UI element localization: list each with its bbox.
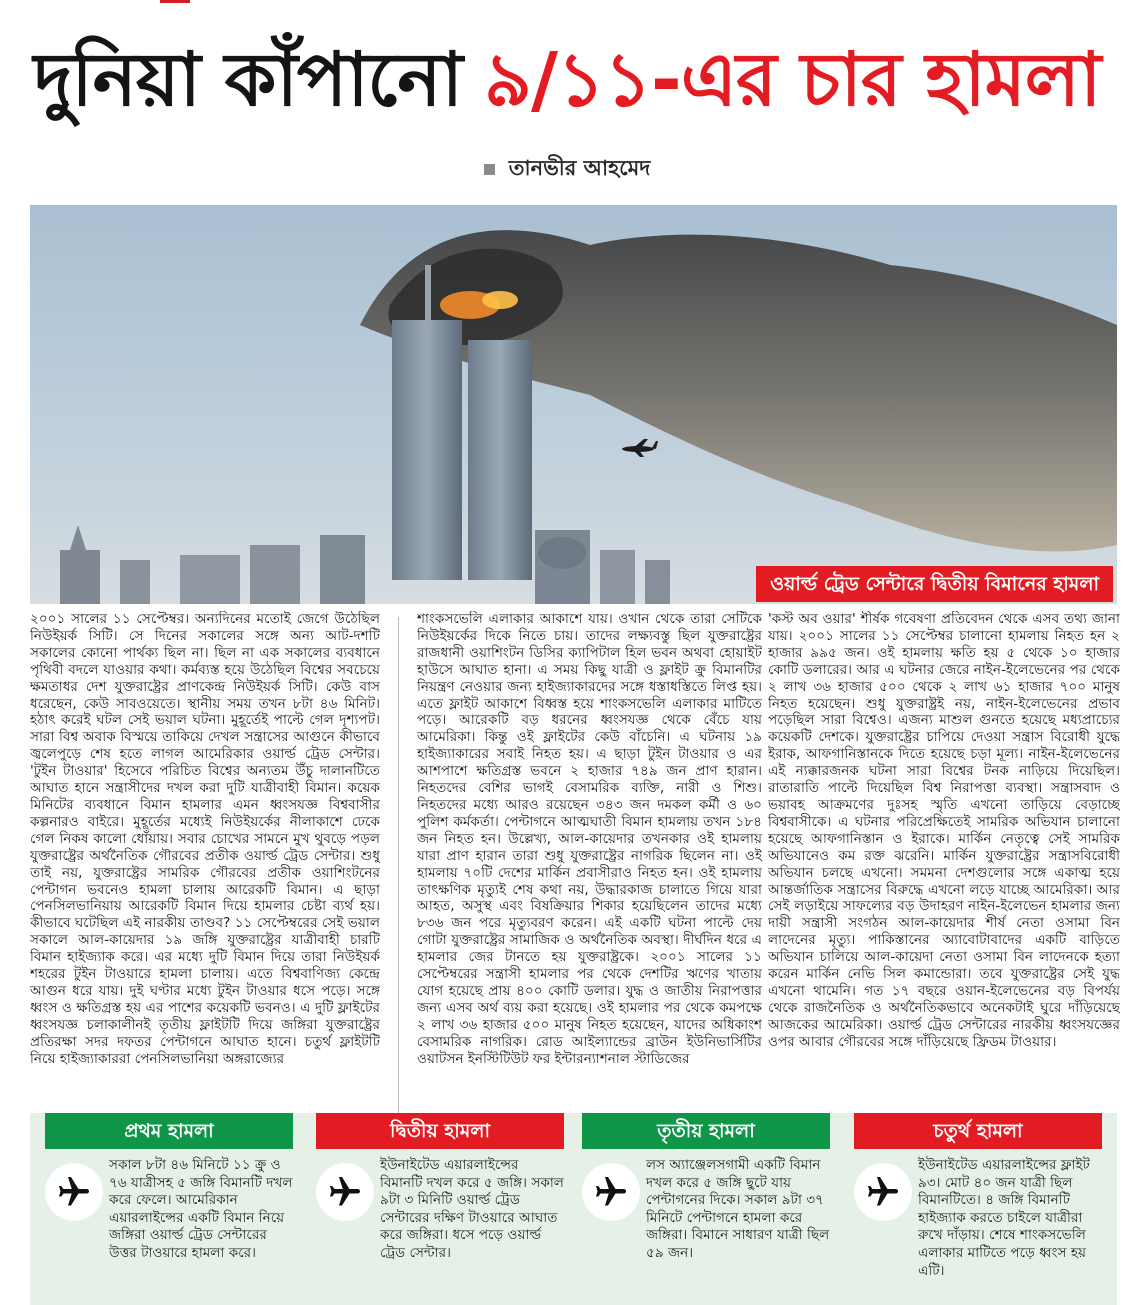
airplane-icon — [45, 1163, 103, 1221]
lead-photo — [30, 205, 1117, 604]
byline-author: তানভীর আহমেদ — [508, 156, 651, 180]
headline — [0, 20, 1134, 140]
headline-part-1: দুনিয়া কাঁপানো — [33, 37, 462, 123]
photo-caption: ওয়ার্ল্ড ট্রেড সেন্টারে দ্বিতীয় বিমানের হামলা — [756, 566, 1113, 602]
fact-box-title: তৃতীয় হামলা — [582, 1113, 830, 1149]
fact-box-text: ইউনাইটেড এয়ারলাইন্সের ফ্লাইট ৯৩। মোট ৪০ জন যাত্রী ছিল বিমানটিতে। ৪ জঙ্গি বিমানটি হাইজ্যাক করতে চাইলে যাত্রীরা রুখে দাঁড়ায়। শেষে শাংকসভেলি এলাকার মাটিতে পড়ে ধ্বংস হয় এটি। — [918, 1157, 1090, 1279]
airplane-icon — [582, 1163, 640, 1221]
wtc-photo-illustration — [30, 205, 1117, 604]
article-column-1 — [30, 611, 380, 1123]
fact-box-third-attack — [582, 1113, 830, 1305]
airplane-icon — [316, 1163, 374, 1221]
article-body — [30, 611, 1120, 1123]
fact-box-text: সকাল ৮টা ৪৬ মিনিটে ১১ ক্রু ও ৭৬ যাত্রীসহ ৫ জঙ্গি বিমানটি দখল করে ফেলে। আমেরিকান এয়ারলাইন্সের একটি বিমান নিয়ে জঙ্গিরা ওয়ার্ল্ড ট্রেড সেন্টারের উত্তর টাওয়ারে হামলা করে। — [109, 1157, 293, 1261]
byline — [0, 153, 1134, 183]
fact-box-fourth-attack — [854, 1113, 1102, 1305]
article-column-2 — [417, 611, 762, 1123]
article-column-2-text: শাংকসভেলি এলাকার আকাশে যায়। ওখান থেকে তারা সেটিকে নিউইয়র্কের দিকে নিতে চায়। তাদের লক্ষ্যবস্তু ছিল যুক্তরাষ্ট্রের রাজধানী ওয়াশিংটন ডিসির ক্যাপিটাল হিল ভবন অথবা হোয়াইট হাউসে আঘাত হানা। এ সময় কিছু যাত্রী ও ফ্লাইট ক্রু বিমানটির নিয়ন্ত্রণ নেওয়ার জন্য হাইজ্যাকারদের সঙ্গে ধস্তাধস্তিতে লিপ্ত হয়। এতে ফ্লাইট আকাশে বিধ্বস্ত হয়ে শাংকসভেলি এলাকার মাটিতে পড়ে। আরেকটি বড় ধরনের ধ্বংসযজ্ঞ থেকে বেঁচে যায় আমেরিকা। কিন্তু ওই ফ্লাইটের কেউ বাঁচেনি। এ ঘটনায় ১৯ হাইজ্যাকারের সবাই নিহত হয়। এ ছাড়া টুইন টাওয়ার ও এর আশপাশে ক্ষতিগ্রস্ত ভবনে ২ হাজার ৭৪৯ জন প্রাণ হারান। নিহতদের বেশির ভাগই বেসামরিক ব্যক্তি, নারী ও শিশু। নিহতদের মধ্যে আরও রয়েছেন ৩৪৩ জন দমকল কর্মী ও ৬০ পুলিশ কর্মকর্তা। পেন্টাগনে আত্মঘাতী বিমান হামলায় তখন ১৮৪ জন নিহত হন। উল্লেখ্য, আল-কায়েদার তখনকার ওই হামলায় যারা প্রাণ হারান তারা শুধু যুক্তরাষ্ট্রের নাগরিক ছিলেন না। ওই হামলায় ৭০টি দেশের মার্কিন প্রবাসীরাও নিহত হন। ওই হামলায় তাৎক্ষণিক মৃত্যুই শেষ কথা নয়, উদ্ধারকাজ চালাতে গিয়ে যারা আহত, অসুস্থ এবং বিষক্রিয়ার শিকার হয়েছিলেন তাদের মধ্যে ৮৩৬ জন পরে মৃত্যুবরণ করেন। এই একটি ঘটনা পাল্টে দেয় গোটা যুক্তরাষ্ট্রের সামাজিক ও অর্থনৈতিক অবস্থা। দীর্ঘদিন ধরে এ হামলার জের টানতে হয় যুক্তরাষ্ট্রকে। ২০০১ সালের ১১ সেপ্টেম্বরের সন্ত্রাসী হামলার পর থেকে দেশটির ঋণের খাতায় যোগ হয়েছে প্রায় ৪০০ কোটি ডলার। যুদ্ধ ও জাতীয় নিরাপত্তার জন্য এসব অর্থ ব্যয় করা হয়েছে। ওই হামলার পর থেকে কমপক্ষে ২ লাখ ৩৬ হাজার ৫০০ মানুষ নিহত হয়েছেন, যাদের অধিকাংশ বেসামরিক নাগরিক। রোড আইল্যান্ডের ব্রাউন ইউনিভার্সিটির ওয়াটসন ইনস্টিটিউট ফর ইন্টারন্যাশনাল স্টাডিজের — [417, 611, 762, 1067]
headline-part-2: ৯/১১-এর চার হামলা — [483, 37, 1101, 123]
fact-box-title: প্রথম হামলা — [45, 1113, 293, 1149]
fact-box-text: লস অ্যাঞ্জেলসগামী একটি বিমান দখল করে ৫ জঙ্গি ছুটে যায় পেন্টাগনের দিকে। সকাল ৯টা ৩৭ মিনিটে পেন্টাগনে হামলা করে জঙ্গিরা। বিমানে সাধারণ যাত্রী ছিল ৫৯ জন। — [646, 1157, 830, 1261]
fact-box-second-attack — [316, 1113, 564, 1305]
fact-box-title: চতুর্থ হামলা — [854, 1113, 1102, 1149]
column-divider — [398, 617, 399, 1117]
article-column-3-text: 'কস্ট অব ওয়ার' শীর্ষক গবেষণা প্রতিবেদন থেকে এসব তথ্য জানা যায়। ২০০১ সালের ১১ সেপ্টেম্বর চালানো হামলায় নিহত হন ২ হাজার ৯৯৫ জন। ওই হামলায় ক্ষতি হয় ৫ থেকে ১০ হাজার কোটি ডলারের। আর এ ঘটনার জেরে নাইন-ইলেভেনের পর থেকে ২ লাখ ৩৬ হাজার ৫০০ থেকে ২ লাখ ৬১ হাজার ৭০০ মানুষ নিহত হয়েছেন। শুধু যুক্তরাষ্ট্রই নয়, নাইন-ইলেভেনের প্রভাব পড়েছিল সারা বিশ্বেও। এজন্য মাশুল গুনতে হয়েছে মধ্যপ্রাচ্যের কয়েকটি দেশকে। যুক্তরাষ্ট্রের চাপিয়ে দেওয়া সন্ত্রাস বিরোধী যুদ্ধে ইরাক, আফগানিস্তানকে দিতে হয়েছে চড়া মূল্য। নাইন-ইলেভেনের এই ন্যক্কারজনক ঘটনা সারা বিশ্বের টনক নাড়িয়ে দিয়েছিল। রাতারাতি পাল্টে দিয়েছিল বিশ্ব নিরাপত্তা ব্যবস্থা। সন্ত্রাসবাদ ও ভয়াবহ আক্রমণের দুঃসহ স্মৃতি এখনো তাড়িয়ে বেড়াচ্ছে বিশ্ববাসীকে। এ ঘটনার পরিপ্রেক্ষিতেই সামরিক অভিযান চালানো হয়েছে আফগানিস্তান ও ইরাকে। মার্কিন নেতৃত্বে সেই সামরিক অভিযানেও কম রক্ত ঝরেনি। মার্কিন যুক্তরাষ্ট্রের সন্ত্রাসবিরোধী অভিযান চলছে এখনো। সমমনা দেশগুলোর সঙ্গে একাত্ম হয়ে আন্তর্জাতিক সন্ত্রাসের বিরুদ্ধে এখনো লড়ে যাচ্ছে আমেরিকা। আর সেই লড়াইয়ে সাফল্যের বড় উদাহরণ নাইন-ইলেভেন হামলার জন্য দায়ী সন্ত্রাসী সংগঠন আল-কায়েদার শীর্ষ নেতা ওসামা বিন লাদেনের মৃত্যু। পাকিস্তানের অ্যাবোটাবাদের একটি বাড়িতে অভিযান চালিয়ে আল-কায়েদা নেতা ওসামা বিন লাদেনকে হত্যা করেন মার্কিন নেভি সিল কমান্ডোরা। তবে যুক্তরাষ্ট্রের সেই যুদ্ধ এখনো থামেনি। গত ১৭ বছরে ওয়ান-ইলেভেনের বড় বিপর্যয় থেকে রাজনৈতিক ও অর্থনৈতিকভাবে অনেকটাই ঘুরে দাঁড়িয়েছে আজকের আমেরিকা। ওয়ার্ল্ড ট্রেড সেন্টারের নারকীয় ধ্বংসযজ্ঞের ওপর আবার গৌরবের সঙ্গে দাঁড়িয়েছে ফ্রিডম টাওয়ার। — [768, 611, 1120, 1050]
article-column-1-text: ২০০১ সালের ১১ সেপ্টেম্বর। অন্যদিনের মতোই জেগে উঠেছিল নিউইয়র্ক সিটি। সে দিনের সকালের সঙ্গে অন্য আট-দশটি সকালের কোনো পার্থক্য ছিল না। ছিল না এক সকালের ব্যবধানে পৃথিবী বদলে যাওয়ার কথা। কর্মব্যস্ত হয়ে উঠেছিল বিশ্বের সবচেয়ে ক্ষমতাধর দেশ যুক্তরাষ্ট্রের প্রাণকেন্দ্র নিউইয়র্ক সিটি। কেউ বাস ধরেছেন, কেউ সাবওয়েতে। স্থানীয় সময় তখন ৮টা ৪৬ মিনিট। হঠাৎ করেই ঘটল সেই ভয়াল ঘটনা। মুহূর্তেই পাল্টে গেল দৃশ্যপট। সারা বিশ্ব অবাক বিস্ময়ে তাকিয়ে দেখল সন্ত্রাসের আগুনে কীভাবে জ্বলেপুড়ে শেষ হতে লাগল আমেরিকার ওয়ার্ল্ড ট্রেড সেন্টার। 'টুইন টাওয়ার' হিসেবে পরিচিত বিশ্বের অন্যতম উঁচু দালানটিতে আঘাত হানে সন্ত্রাসীদের দখল করা দুটি যাত্রীবাহী বিমান। কয়েক মিনিটের ব্যবধানে বিমান হামলার এমন ধ্বংসযজ্ঞ বিশ্ববাসীর কল্পনারও বাইরে। মুহূর্তের মধ্যেই নিউইয়র্কের নীলাকাশে ঢেকে গেল নিকষ কালো ধোঁয়ায়। সবার চোখের সামনে মুখ থুবড়ে পড়ল যুক্তরাষ্ট্রের অর্থনৈতিক গৌরবের প্রতীক ওয়ার্ল্ড ট্রেড সেন্টার। শুধু তাই নয়, যুক্তরাষ্ট্রের সামরিক গৌরবের প্রতীক ওয়াশিংটনের পেন্টাগন ভবনেও হামলা চালায় আরেকটি বিমান। এ ছাড়া পেনসিলভানিয়ায় আরেকটি বিমান দিয়ে হামলার চেষ্টা ব্যর্থ হয়। কীভাবে ঘটেছিল এই নারকীয় তাণ্ডব? ১১ সেপ্টেম্বরের সেই ভয়াল সকালে আল-কায়েদার ১৯ জঙ্গি যুক্তরাষ্ট্রের যাত্রীবাহী চারটি বিমান হাইজ্যাক করে। এর মধ্যে দুটি বিমান দিয়ে তারা নিউইয়র্ক শহরের টুইন টাওয়ারে হামলা চালায়। এতে বিশ্ববাণিজ্য কেন্দ্রে আগুন ধরে যায়। দুই ঘণ্টার মধ্যে টুইন টাওয়ার ধসে পড়ে। সঙ্গে ধ্বংস ও ক্ষতিগ্রস্ত হয় এর পাশের কয়েকটি ভবনও। এ দুটি ফ্লাইটের ধ্বংসযজ্ঞ চলাকালীনই তৃতীয় ফ্লাইটটি দিয়ে জঙ্গিরা যুক্তরাষ্ট্রের প্রতিরক্ষা সদর দফতর পেন্টাগনে আঘাত হানে। চতুর্থ ফ্লাইটটি নিয়ে হাইজ্যাকাররা পেনসিলভানিয়া অঙ্গরাজ্যের — [30, 611, 380, 1067]
fact-box-first-attack — [45, 1113, 293, 1305]
byline-square-icon — [484, 164, 495, 175]
fact-box-text: ইউনাইটেড এয়ারলাইন্সের বিমানটি দখল করে ৫ জঙ্গি। সকাল ৯টা ৩ মিনিটি ওয়ার্ল্ড ট্রেড সেন্টারের দক্ষিণ টাওয়ারে আঘাত করে জঙ্গিরা। ধসে পড়ে ওয়ার্ল্ড ট্রেড সেন্টার। — [380, 1157, 564, 1261]
top-rule — [160, 0, 190, 3]
airplane-icon — [854, 1163, 912, 1221]
attack-fact-boxes — [30, 1113, 1117, 1305]
article-column-3 — [768, 611, 1120, 1123]
fact-box-title: দ্বিতীয় হামলা — [316, 1113, 564, 1149]
